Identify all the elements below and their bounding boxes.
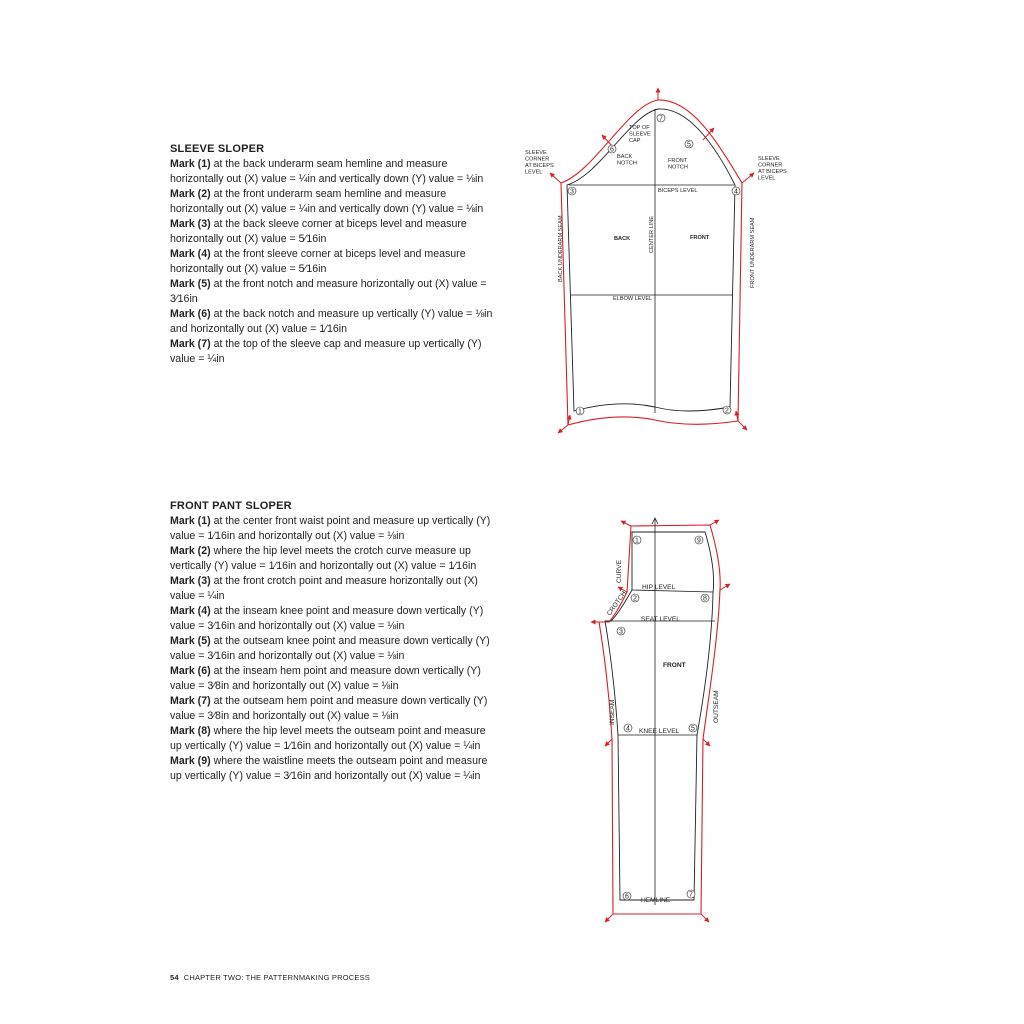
mark-text: at the front notch and measure horizontally out (X) value = 3⁄16in	[170, 278, 487, 305]
mark-item	[170, 754, 495, 784]
mark-item	[170, 724, 495, 754]
sleeve-outline	[567, 109, 735, 411]
mark-text: where the waistline meets the outseam point and measure up vertically (Y) value = 3⁄16in and horizontally out (X) value = ¼in	[170, 755, 488, 782]
outseam-label: OUTSEAM	[713, 690, 720, 723]
elbow-level-label: ELBOW LEVEL	[613, 296, 653, 302]
pant-point-6	[623, 892, 631, 901]
mark-item	[170, 247, 495, 277]
svg-text:3: 3	[570, 188, 574, 196]
crotch-curve-label-b: CROTCH	[605, 590, 628, 618]
mark-item	[170, 664, 495, 694]
mark-item	[170, 217, 495, 247]
mark-label: Mark (2)	[170, 545, 211, 557]
mark-text: at the outseam hem point and measure down vertically (Y) value = 3⁄8in and horizontally out (X) value = ⅛in	[170, 695, 488, 722]
pant-point-7	[687, 890, 695, 899]
pant-sloper-title: FRONT PANT SLOPER	[170, 500, 292, 512]
inseam-label: INSEAM	[609, 699, 616, 725]
sleeve-point-3	[568, 187, 576, 196]
back-label: BACK	[614, 236, 631, 242]
mark-text: at the back underarm seam hemline and measure horizontally out (X) value = ¼in and vertically down (Y) value = ⅛in	[170, 158, 484, 185]
mark-label: Mark (1)	[170, 515, 211, 527]
mark-text: at the front crotch point and measure horizontally out (X) value = ¼in	[170, 575, 478, 602]
pant-point-8	[701, 594, 709, 603]
mark-text: at the inseam hem point and measure down vertically (Y) value = 3⁄8in and horizontally out (X) value = ⅛in	[170, 665, 481, 692]
center-line-label: CENTER LINE	[649, 216, 655, 253]
mark-text: where the hip level meets the outseam point and measure up vertically (Y) value = 1⁄16in and horizontally out (X) value = ¼in	[170, 725, 486, 752]
mark-text: at the inseam knee point and measure down vertically (Y) value = 3⁄16in and horizontally out (X) value = ⅛in	[170, 605, 484, 632]
hip-level-label: HIP LEVEL	[642, 584, 676, 591]
mark-text: at the back sleeve corner at biceps level and measure horizontally out (X) value = 5⁄16in	[170, 218, 467, 245]
mark-item	[170, 694, 495, 724]
mark-item	[170, 337, 495, 367]
svg-text:5: 5	[687, 141, 691, 149]
back-underarm-seam-label: BACK UNDERARM SEAM	[558, 215, 564, 282]
sleeve-point-2	[723, 406, 731, 415]
mark-label: Mark (9)	[170, 755, 211, 767]
mark-item	[170, 604, 495, 634]
sleeve-sloper-diagram	[510, 85, 810, 435]
svg-text:2: 2	[633, 595, 637, 603]
sleeve-point-1	[576, 407, 584, 416]
pant-sloper-section	[170, 499, 495, 784]
seat-level-label: SEAT LEVEL	[641, 616, 680, 623]
mark-label: Mark (4)	[170, 248, 211, 260]
mark-label: Mark (4)	[170, 605, 211, 617]
mark-label: Mark (5)	[170, 635, 211, 647]
page-number: 54	[170, 973, 179, 982]
mark-text: at the center front waist point and measure up vertically (Y) value = 1⁄16in and horizontally out (X) value = ⅛in	[170, 515, 491, 542]
mark-text: at the front underarm seam hemline and measure horizontally out (X) value = ¼in and vertically down (Y) value = ⅛in	[170, 188, 484, 215]
mark-item	[170, 634, 495, 664]
svg-text:7: 7	[659, 115, 663, 123]
front-label: FRONT	[663, 662, 686, 669]
pant-point-5	[689, 724, 697, 733]
mark-label: Mark (6)	[170, 665, 211, 677]
mark-item	[170, 187, 495, 217]
mark-text: where the hip level meets the crotch curve measure up vertically (Y) value = 1⁄16in and horizontally out (X) value = 1⁄16in	[170, 545, 477, 572]
sleeve-marks-list	[170, 157, 495, 367]
pant-point-1	[633, 536, 641, 545]
top-of-sleeve-cap-label: TOP OF SLEEVE CAP	[629, 125, 651, 144]
sleeve-sloper-title: SLEEVE SLOPER	[170, 143, 265, 155]
svg-text:6: 6	[625, 893, 629, 901]
svg-text:4: 4	[626, 725, 630, 733]
pant-point-4	[624, 724, 632, 733]
svg-text:9: 9	[697, 537, 701, 545]
mark-item	[170, 514, 495, 544]
svg-text:4: 4	[734, 188, 738, 196]
sleeve-sloper-section	[170, 142, 495, 367]
knee-level-label: KNEE LEVEL	[639, 728, 680, 735]
pant-point-2	[631, 594, 639, 603]
sleeve-point-6	[608, 145, 616, 154]
mark-text: at the front sleeve corner at biceps level and measure horizontally out (X) value = 5⁄16in	[170, 248, 466, 275]
mark-label: Mark (8)	[170, 725, 211, 737]
svg-text:7: 7	[689, 891, 693, 899]
mark-label: Mark (5)	[170, 278, 211, 290]
mark-label: Mark (2)	[170, 188, 211, 200]
svg-text:6: 6	[610, 146, 614, 154]
front-notch-label: FRONT NOTCH	[668, 158, 688, 171]
mark-text: at the back notch and measure up vertically (Y) value = ⅛in and horizontally out (X) value = 1⁄16in	[170, 308, 493, 335]
svg-text:2: 2	[725, 407, 729, 415]
sleeve-point-4	[732, 187, 740, 196]
front-label: FRONT	[690, 235, 710, 241]
pant-point-3	[617, 627, 625, 636]
sleeve-point-7	[657, 114, 665, 123]
mark-label: Mark (3)	[170, 575, 211, 587]
mark-label: Mark (7)	[170, 695, 211, 707]
hemline-label: HEMLINE	[641, 897, 671, 904]
back-sleeve-corner-label: SLEEVE CORNER AT BICEPS LEVEL	[525, 150, 554, 176]
mark-label: Mark (3)	[170, 218, 211, 230]
svg-text:1: 1	[635, 537, 639, 545]
back-notch-label: BACK NOTCH	[617, 154, 637, 167]
svg-text:1: 1	[578, 408, 582, 416]
svg-text:5: 5	[691, 725, 695, 733]
mark-label: Mark (7)	[170, 338, 211, 350]
mark-item	[170, 307, 495, 337]
front-underarm-seam-label: FRONT UNDERARM SEAM	[750, 217, 756, 288]
chapter-title: CHAPTER TWO: THE PATTERNMAKING PROCESS	[183, 973, 370, 982]
front-sleeve-corner-label: SLEEVE CORNER AT BICEPS LEVEL	[758, 156, 787, 182]
pant-marks-list	[170, 514, 495, 784]
page-footer	[170, 973, 370, 982]
crotch-curve-label-a: CURVE	[616, 560, 623, 583]
sleeve-red-outline	[561, 100, 742, 425]
mark-label: Mark (1)	[170, 158, 211, 170]
pant-sloper-diagram	[585, 510, 745, 930]
mark-item	[170, 157, 495, 187]
pant-point-9	[695, 536, 703, 545]
biceps-level-label: BICEPS LEVEL	[658, 188, 698, 194]
sleeve-point-5	[685, 140, 693, 149]
mark-text: at the top of the sleeve cap and measure up vertically (Y) value = ¼in	[170, 338, 482, 365]
mark-label: Mark (6)	[170, 308, 211, 320]
mark-item	[170, 544, 495, 574]
mark-text: at the outseam knee point and measure down vertically (Y) value = 3⁄16in and horizontally out (X) value = ⅛in	[170, 635, 490, 662]
svg-text:3: 3	[619, 628, 623, 636]
svg-text:8: 8	[703, 595, 707, 603]
mark-item	[170, 277, 495, 307]
mark-item	[170, 574, 495, 604]
